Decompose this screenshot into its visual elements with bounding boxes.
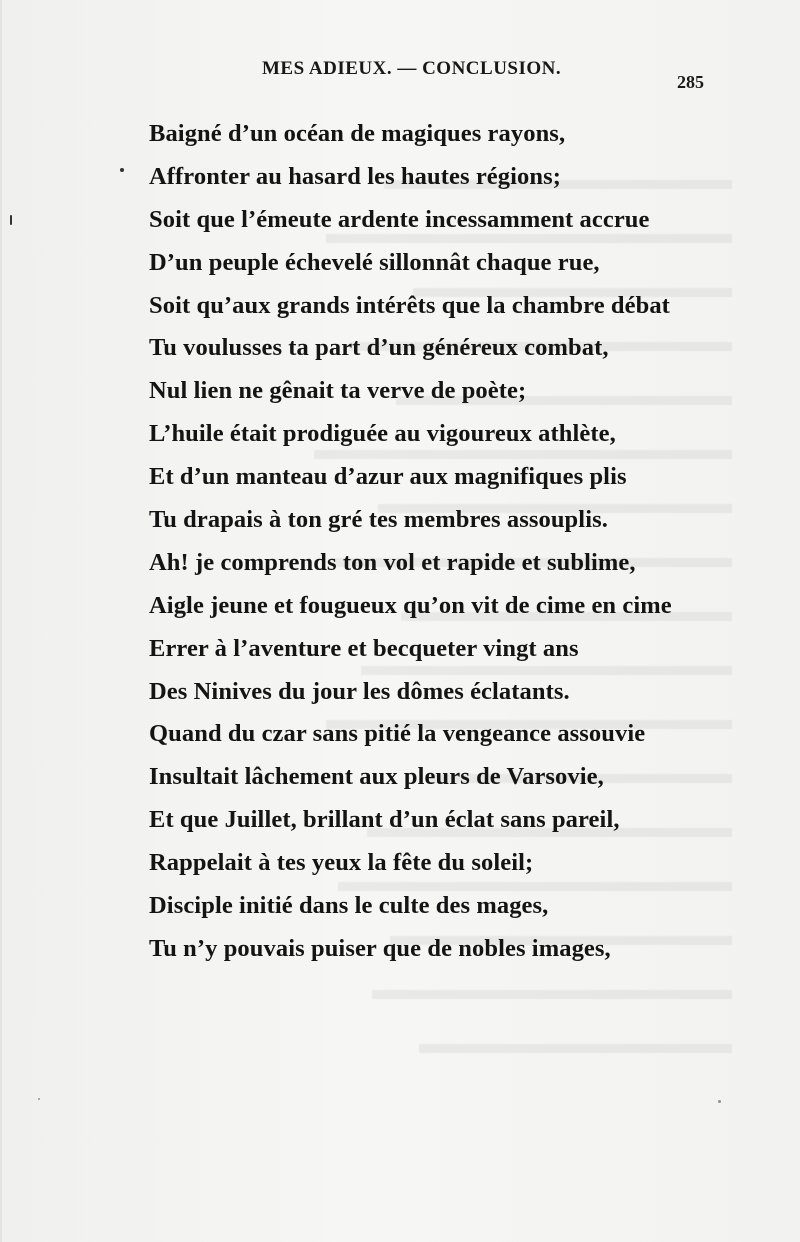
- verse-line: Affronter au hasard les hautes régions;: [149, 162, 562, 190]
- verse-line: Tu drapais à ton gré tes membres assouplis.: [149, 506, 608, 534]
- verse-line: Insultait lâchement aux pleurs de Varsovie,: [149, 763, 604, 791]
- paper-speck: [38, 1098, 40, 1100]
- verse-line: Ah! je comprends ton vol et rapide et sublime,: [149, 548, 636, 576]
- verse-line: Des Ninives du jour les dômes éclatants.: [149, 677, 570, 705]
- verse-line: Tu voulusses ta part d’un généreux combat,: [149, 334, 609, 362]
- running-title: MES ADIEUX. — CONCLUSION.: [262, 58, 562, 79]
- poem-verses: [149, 113, 749, 971]
- verse-line: Et d’un manteau d’azur aux magnifiques plis: [149, 463, 627, 491]
- paper-speck: [718, 1100, 721, 1103]
- verse-line: D’un peuple échevelé sillonnât chaque rue,: [149, 248, 600, 276]
- verse-line: Et que Juillet, brillant d’un éclat sans pareil,: [149, 806, 620, 834]
- running-header: [2, 58, 800, 92]
- paper-speck: [10, 215, 12, 225]
- verse-line: Nul lien ne gênait ta verve de poète;: [149, 377, 527, 405]
- page-number: 285: [677, 72, 704, 92]
- verse-line: Disciple initié dans le culte des mages,: [149, 892, 549, 920]
- verse-line: Soit qu’aux grands intérêts que la chambre débat: [149, 291, 670, 319]
- verse-line: Errer à l’aventure et becqueter vingt ans: [149, 634, 579, 662]
- verse-line: Rappelait à tes yeux la fête du soleil;: [149, 849, 534, 877]
- verse-line: Quand du czar sans pitié la vengeance assouvie: [149, 720, 646, 748]
- verse-line: Soit que l’émeute ardente incessamment accrue: [149, 205, 650, 233]
- verse-line: Baigné d’un océan de magiques rayons,: [149, 120, 566, 147]
- verse-line: Tu n’y pouvais puiser que de nobles images,: [149, 934, 611, 962]
- paper-speck: [120, 168, 124, 172]
- verse-line: Aigle jeune et fougueux qu’on vit de cime en cime: [149, 591, 672, 619]
- verse-line: L’huile était prodiguée au vigoureux athlète,: [149, 420, 616, 448]
